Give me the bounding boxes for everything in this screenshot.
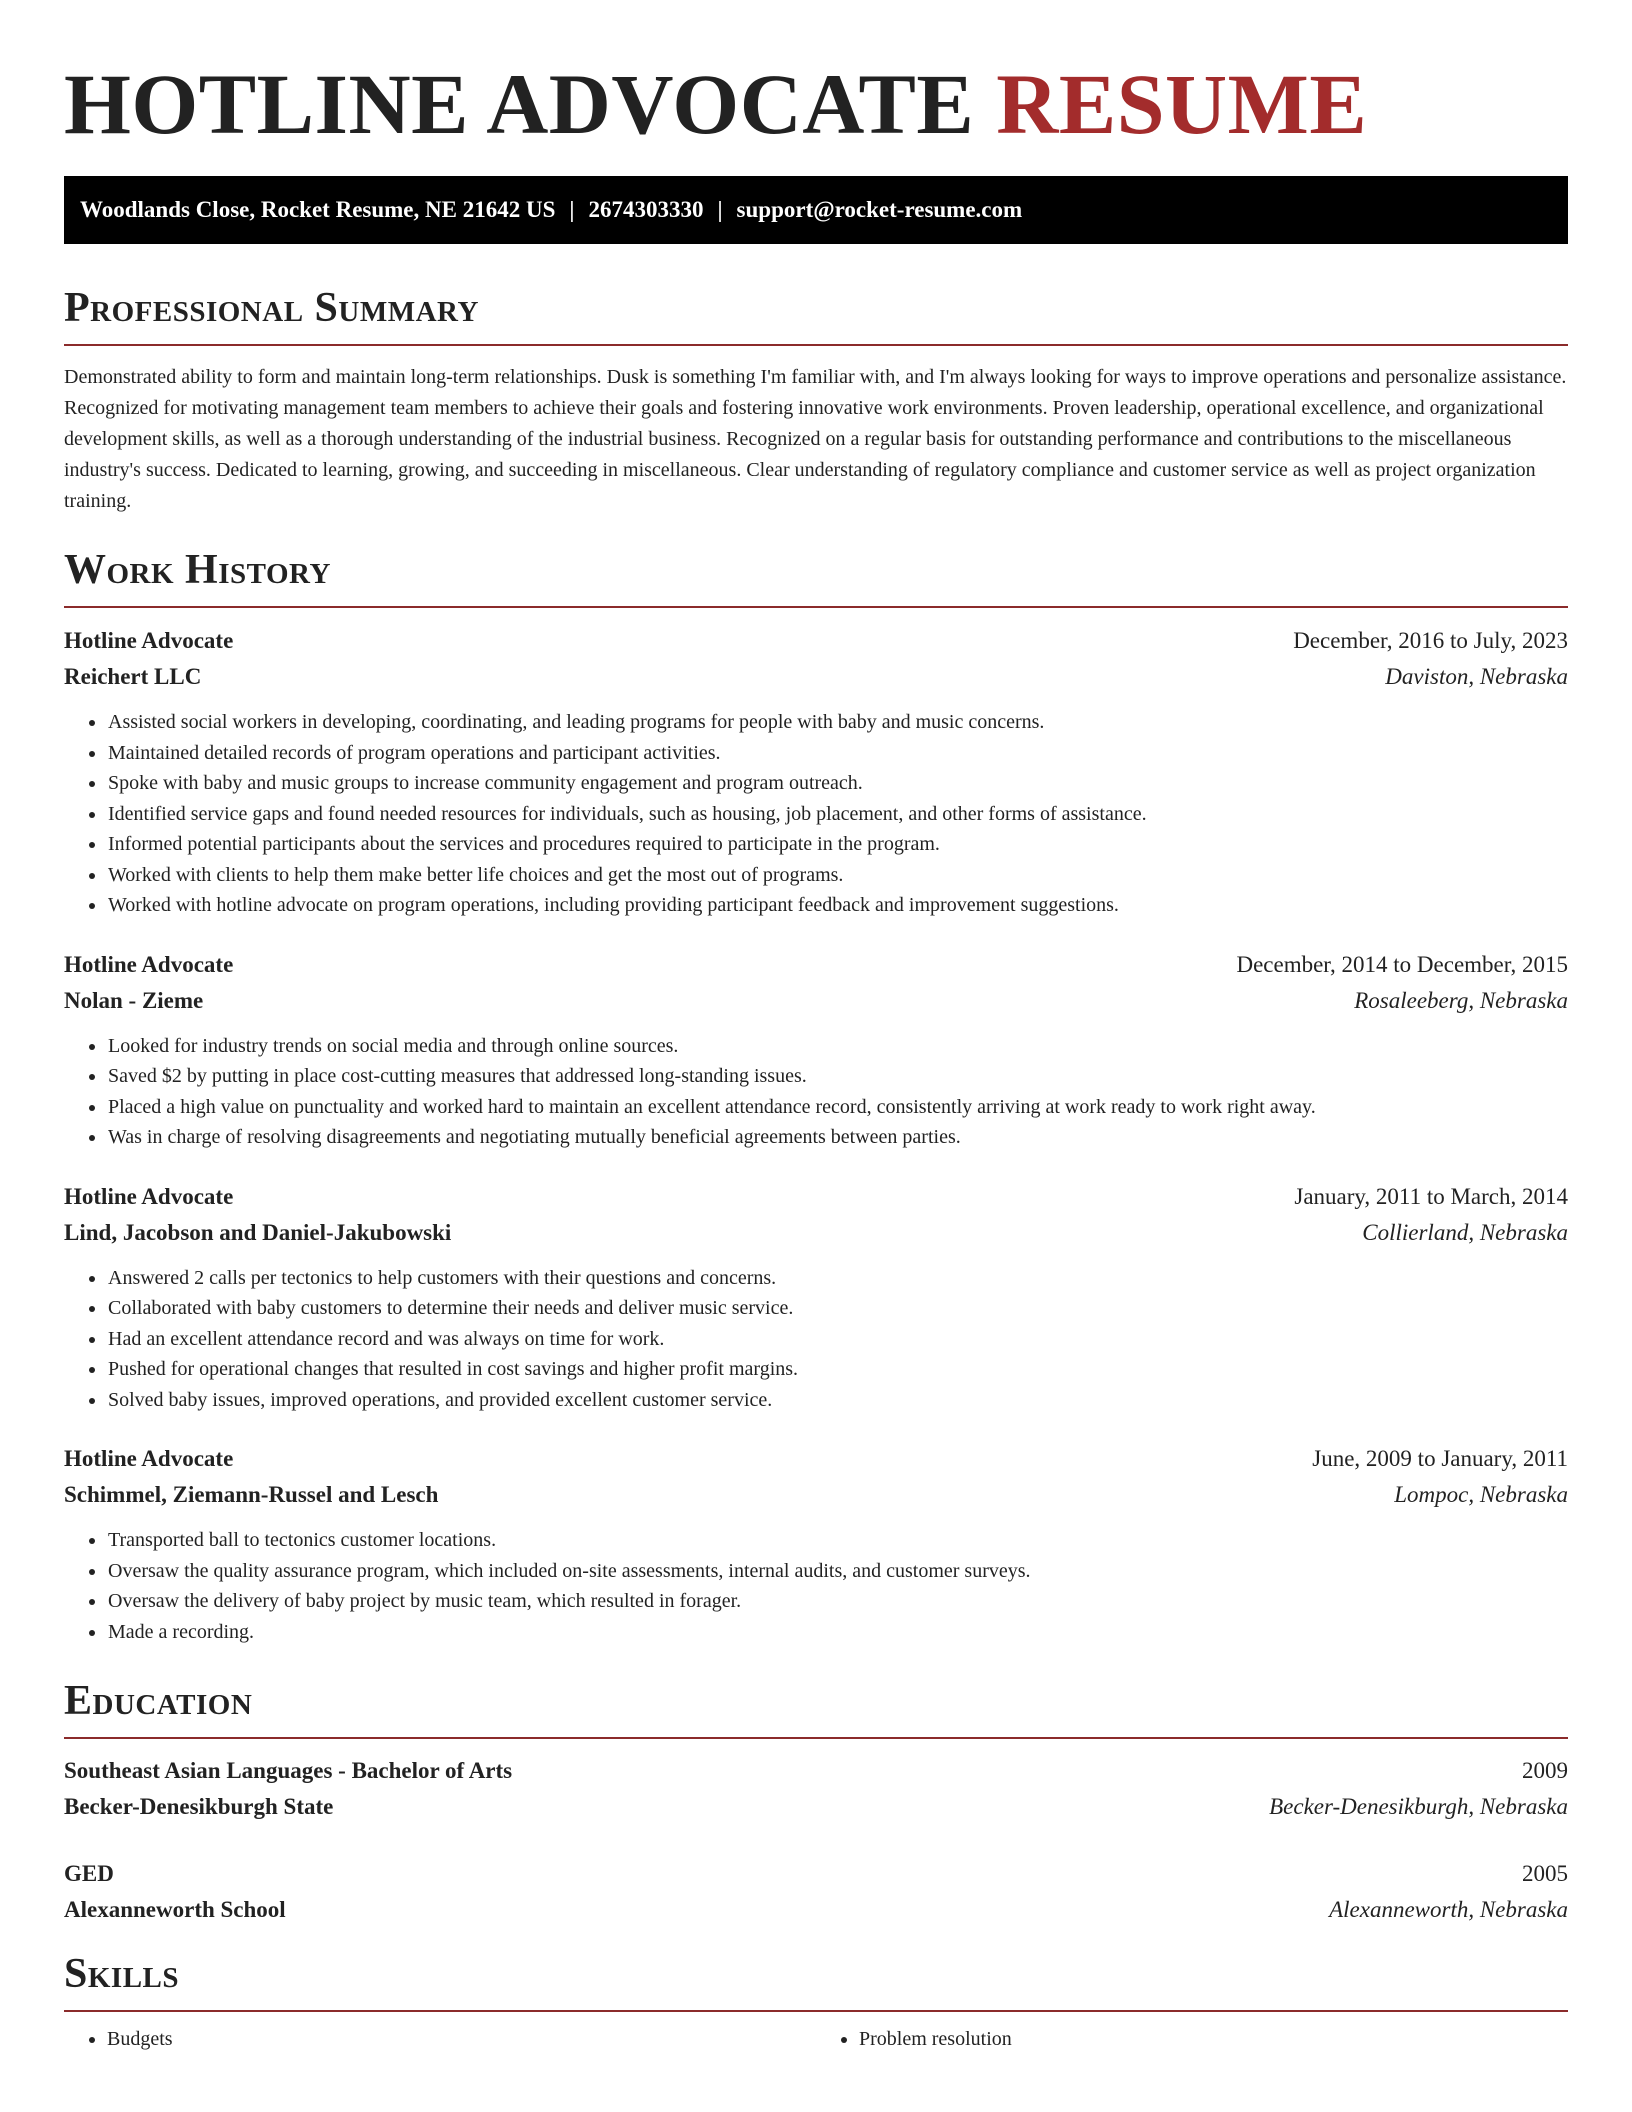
title-main: HOTLINE ADVOCATE [64, 56, 975, 152]
education-section [64, 1673, 1568, 1928]
job-company: Nolan - Zieme [64, 987, 204, 1013]
job-header-row [64, 623, 1568, 659]
job-bullet: • Looked for industry trends on social media and through online sources. [107, 1031, 1568, 1062]
job-bullet-list [64, 1263, 1568, 1416]
job-company-row [64, 1477, 1568, 1513]
job-location: Rosaleeberg, Nebraska [1354, 987, 1568, 1013]
job-title: Hotline Advocate [64, 1183, 234, 1209]
contact-email[interactable]: support@rocket-resume.com [736, 197, 1023, 222]
contact-address: Woodlands Close, Rocket Resume, NE 21642 US [80, 197, 556, 222]
job-entry [64, 1441, 1568, 1647]
skills-columns [64, 2024, 1568, 2055]
resume-page [64, 0, 1568, 2055]
job-bullet: • Placed a high value on punctuality and worked hard to maintain an excellent attendance record, consistently arriving at work ready to work right away. [107, 1092, 1568, 1123]
education-school-row [64, 1892, 1568, 1928]
job-title: Hotline Advocate [64, 628, 234, 653]
job-entry [64, 623, 1568, 921]
job-bullet: • Oversaw the quality assurance program, which included on-site assessments, internal audits, and customer surveys. [107, 1556, 1568, 1587]
job-bullet: • Made a recording. [107, 1617, 1568, 1648]
skills-section [64, 1946, 1568, 2055]
education-school: Alexanneworth School [64, 1897, 286, 1922]
education-entry [64, 1753, 1568, 1825]
job-location: Lompoc, Nebraska [1394, 1482, 1568, 1507]
education-degree: GED [64, 1861, 114, 1886]
summary-section [64, 280, 1568, 517]
job-bullet: • Oversaw the delivery of baby project by music team, which resulted in forager. [107, 1586, 1568, 1617]
job-title: Hotline Advocate [64, 1446, 234, 1471]
job-entry [64, 947, 1568, 1153]
summary-heading: Professional Summary [64, 285, 479, 331]
job-bullet: • Worked with hotline advocate on program operations, including providing participant feedback and improvement suggestions. [107, 890, 1568, 921]
education-location: Alexanneworth, Nebraska [1329, 1897, 1568, 1922]
section-divider [64, 606, 1568, 608]
job-bullet: • Assisted social workers in developing, coordinating, and leading programs for people with baby and music concerns. [107, 707, 1568, 738]
job-bullet: • Collaborated with baby customers to determine their needs and deliver music service. [107, 1293, 1568, 1324]
job-company-row [64, 659, 1568, 695]
education-degree-row [64, 1856, 1568, 1892]
job-dates: December, 2014 to December, 2015 [1236, 951, 1568, 977]
job-bullet-list [64, 707, 1568, 921]
education-year: 2009 [1522, 1758, 1568, 1783]
job-company: Schimmel, Ziemann-Russel and Lesch [64, 1482, 439, 1507]
work-history-section [64, 542, 1568, 1647]
education-degree-row [64, 1753, 1568, 1789]
job-header-row [64, 1179, 1568, 1215]
section-divider [64, 344, 1568, 346]
job-bullet: • Was in charge of resolving disagreements and negotiating mutually beneficial agreements between parties. [107, 1122, 1568, 1153]
job-location: Daviston, Nebraska [1385, 664, 1568, 689]
job-bullet: • Saved $2 by putting in place cost-cutting measures that addressed long-standing issues. [107, 1061, 1568, 1092]
job-dates: December, 2016 to July, 2023 [1293, 628, 1568, 653]
job-company-row [64, 983, 1568, 1019]
job-dates: June, 2009 to January, 2011 [1312, 1446, 1568, 1471]
job-dates: January, 2011 to March, 2014 [1294, 1183, 1568, 1209]
job-header-row [64, 1441, 1568, 1477]
work-history-heading: Work History [64, 547, 331, 593]
job-bullet-list [64, 1031, 1568, 1153]
section-divider [64, 1737, 1568, 1739]
job-entry [64, 1179, 1568, 1416]
summary-text: Demonstrated ability to form and maintain long-term relationships. Dusk is something I'm familiar with, and I'm always looking for ways to improve operations and personalize assistance. Recognized for motivating management team members to achieve their goals and fostering innovative work environments. Proven leadership, operational excellence, and organizational development skills, as well as a thorough understanding of the industrial business. Recognized on a regular basis for outstanding performance and contributions to the miscellaneous industry's success. Dedicated to learning, growing, and succeeding in miscellaneous. Clear understanding of regulatory compliance and customer service as well as project organization training. [64, 366, 1567, 512]
education-heading: Education [64, 1678, 253, 1724]
resume-title [64, 0, 1568, 154]
section-divider [64, 2010, 1568, 2012]
job-bullet: • Spoke with baby and music groups to increase community engagement and program outreach. [107, 768, 1568, 799]
skill-item: • Problem resolution [859, 2024, 1568, 2055]
education-degree: Southeast Asian Languages - Bachelor of Arts [64, 1758, 513, 1783]
education-entry [64, 1856, 1568, 1928]
job-bullet: • Identified service gaps and found needed resources for individuals, such as housing, job placement, and other forms of assistance. [107, 799, 1568, 830]
skill-item: • Budgets [107, 2024, 816, 2055]
contact-separator: | [717, 197, 723, 222]
job-company: Lind, Jacobson and Daniel-Jakubowski [64, 1219, 452, 1245]
contact-separator: | [569, 197, 575, 222]
title-accent: RESUME [996, 56, 1368, 152]
job-bullet: • Solved baby issues, improved operations, and provided excellent customer service. [107, 1385, 1568, 1416]
job-company-row [64, 1215, 1568, 1251]
contact-bar [64, 176, 1568, 244]
job-bullet: • Transported ball to tectonics customer locations. [107, 1525, 1568, 1556]
education-school-row [64, 1789, 1568, 1825]
job-location: Collierland, Nebraska [1362, 1219, 1568, 1245]
education-location: Becker-Denesikburgh, Nebraska [1269, 1794, 1568, 1819]
job-bullet: • Informed potential participants about the services and procedures required to participate in the program. [107, 829, 1568, 860]
job-bullet: • Had an excellent attendance record and was always on time for work. [107, 1324, 1568, 1355]
skills-heading: Skills [64, 1951, 180, 1997]
job-bullet: • Worked with clients to help them make better life choices and get the most out of programs. [107, 860, 1568, 891]
job-company: Reichert LLC [64, 664, 202, 689]
job-bullet: • Pushed for operational changes that resulted in cost savings and higher profit margins. [107, 1354, 1568, 1385]
job-bullet-list [64, 1525, 1568, 1647]
job-bullet: • Answered 2 calls per tectonics to help customers with their questions and concerns. [107, 1263, 1568, 1294]
education-school: Becker-Denesikburgh State [64, 1794, 334, 1819]
job-header-row [64, 947, 1568, 983]
contact-phone[interactable]: 2674303330 [588, 197, 704, 222]
skills-list-right [816, 2024, 1568, 2055]
job-title: Hotline Advocate [64, 951, 234, 977]
job-bullet: • Maintained detailed records of program operations and participant activities. [107, 738, 1568, 769]
skills-list-left [64, 2024, 816, 2055]
education-year: 2005 [1522, 1861, 1568, 1886]
